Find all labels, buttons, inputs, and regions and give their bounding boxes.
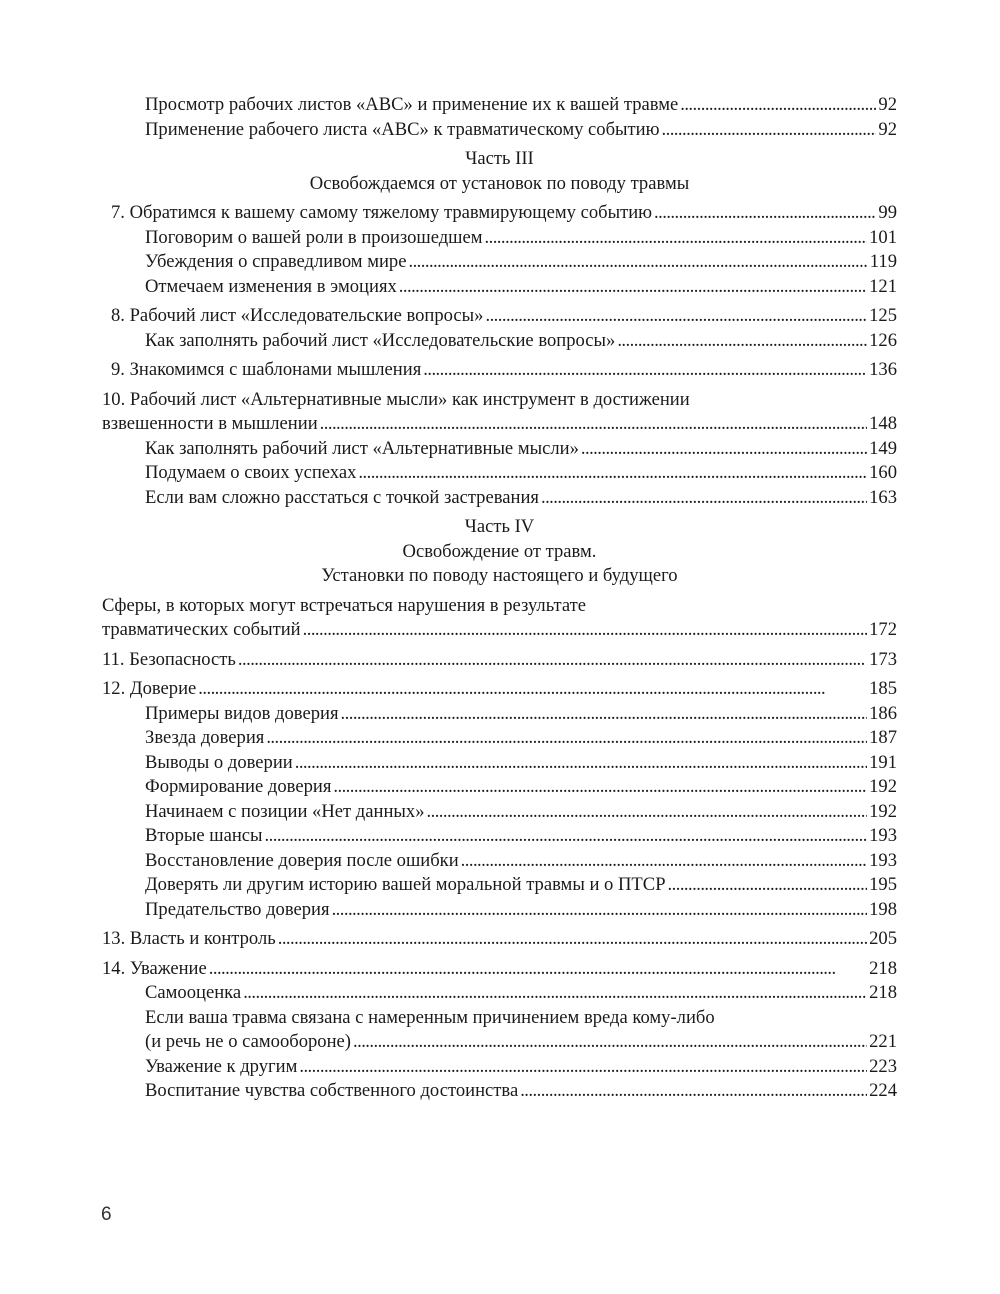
toc-entry-title: взвешенности в мышлении [102, 413, 318, 434]
toc-entry-page: 136 [869, 359, 897, 380]
toc-entry-page: 101 [869, 226, 897, 248]
toc-chapter-entry[interactable] [102, 201, 897, 226]
toc-entry-title: Воспитание чувства собственного достоинства [145, 1080, 519, 1101]
leader-dots [303, 618, 867, 643]
toc-entry-page: 149 [869, 437, 897, 459]
toc-chapter-entry[interactable] [102, 957, 897, 982]
toc-entry-page: 185 [869, 678, 897, 699]
toc-entry[interactable] [102, 981, 897, 1006]
toc-entry[interactable] [102, 898, 897, 923]
toc-entry-title: Применение рабочего листа «ABC» к травматическому событию [145, 118, 660, 140]
leader-dots [278, 927, 867, 952]
part-3-title: Освобождаемся от установок по поводу травмы [309, 172, 690, 194]
leader-dots [408, 250, 867, 275]
leader-dots [353, 1030, 867, 1055]
toc-entry-title: (и речь не о самообороне) [145, 1031, 351, 1052]
toc-entry[interactable] [102, 618, 897, 643]
toc-entry[interactable] [102, 824, 897, 849]
toc-entry-title: 8. Рабочий лист «Исследовательские вопросы» [111, 305, 484, 326]
toc-entry[interactable] [102, 800, 897, 825]
toc-entry-page: 119 [869, 251, 897, 272]
toc-entry-title: 12. Доверие [102, 678, 197, 699]
toc-entry-title: Доверять ли другим историю вашей моральной травмы и о ПТСР [145, 874, 666, 895]
toc-entry[interactable] [102, 775, 897, 800]
toc-entry[interactable] [102, 1030, 897, 1055]
part-4-title-line-2: Установки по поводу настоящего и будущего [321, 565, 678, 586]
toc-entry-page: 192 [869, 776, 897, 797]
toc-entry-page: 205 [869, 928, 897, 949]
leader-dots [461, 849, 867, 874]
toc-entry-title: 14. Уважение [102, 957, 207, 979]
toc-entry-page: 195 [869, 874, 897, 895]
toc-entry[interactable] [102, 93, 897, 118]
toc-entry-title: Звезда доверия [145, 727, 265, 748]
toc-entry-title: 7. Обратимся к вашему самому тяжелому травмирующему событию [111, 202, 653, 223]
leader-dots [485, 226, 868, 251]
leader-dots [332, 898, 868, 923]
toc-entry[interactable] [102, 275, 897, 300]
toc-entry[interactable] [102, 226, 897, 251]
leader-dots [423, 358, 867, 383]
toc-entry[interactable] [102, 118, 897, 143]
toc-entry-page: 198 [869, 898, 897, 920]
leader-dots [299, 1055, 867, 1080]
toc-entry-title: Самооценка [145, 982, 242, 1003]
toc-entry-page: 148 [869, 413, 897, 434]
toc-entry[interactable] [102, 250, 897, 275]
toc-entry-page: 193 [869, 825, 897, 846]
toc-entry-title: Как заполнять рабочий лист «Исследовательские вопросы» [145, 329, 616, 351]
toc-entry-first-line: Сферы, в которых могут встречаться нарушения в результате [102, 594, 586, 616]
toc-entry[interactable] [102, 1055, 897, 1080]
toc-entry-title: Просмотр рабочих листов «ABC» и применение их к вашей травме [145, 94, 679, 115]
toc-entry-page: 160 [869, 462, 897, 483]
toc-chapter-entry[interactable] [102, 927, 897, 952]
toc-entry-title: Восстановление доверия после ошибки [145, 849, 459, 871]
toc-entry-title: Уважение к другим [145, 1055, 298, 1077]
toc-entry-title: Поговорим о вашей роли в произошедшем [145, 226, 483, 248]
toc-entry-page: 186 [869, 702, 897, 724]
toc-entry-title: 11. Безопасность [102, 648, 236, 670]
leader-dots [680, 93, 876, 118]
toc-entry-page: 192 [869, 800, 897, 822]
leader-dots [520, 1079, 867, 1104]
toc-entry-page: 218 [869, 982, 897, 1003]
leader-dots [541, 486, 867, 511]
leader-dots [399, 275, 867, 300]
toc-entry-page: 126 [869, 329, 897, 351]
toc-entry-title: Как заполнять рабочий лист «Альтернативные мысли» [145, 437, 579, 459]
toc-entry[interactable] [102, 329, 897, 354]
table-of-contents [102, 93, 897, 1104]
leader-dots [198, 677, 867, 702]
leader-dots [581, 437, 867, 462]
toc-entry-title: Предательство доверия [145, 898, 330, 920]
toc-entry-title: 13. Власть и контроль [102, 928, 276, 949]
toc-entry-title: Формирование доверия [145, 776, 332, 797]
toc-entry-title: Подумаем о своих успехах [145, 462, 357, 483]
toc-entry-page: 173 [869, 648, 897, 670]
toc-entry-page: 218 [869, 957, 897, 979]
toc-entry-title: Убеждения о справедливом мире [145, 251, 407, 272]
toc-entry[interactable] [102, 486, 897, 511]
toc-entry-page: 92 [878, 118, 897, 140]
leader-dots [265, 824, 868, 849]
toc-entry-page: 224 [869, 1080, 897, 1101]
toc-entry[interactable] [102, 1079, 897, 1104]
toc-chapter-entry[interactable] [102, 648, 897, 673]
part-3-label: Часть III [465, 148, 534, 169]
leader-dots [238, 648, 867, 673]
toc-entry-page: 163 [869, 486, 897, 508]
toc-entry[interactable] [102, 726, 897, 751]
toc-entry-page: 221 [869, 1031, 897, 1052]
toc-entry-title: Если вам сложно расстаться с точкой застревания [145, 486, 539, 508]
toc-entry-page: 125 [869, 305, 897, 326]
leader-dots [266, 726, 867, 751]
page-number: 6 [101, 1204, 112, 1225]
toc-entry-title: травматических событий [102, 619, 301, 640]
toc-entry-title: Отмечаем изменения в эмоциях [145, 275, 397, 297]
leader-dots [668, 873, 868, 898]
toc-entry-page: 223 [869, 1055, 897, 1077]
toc-chapter-entry[interactable] [102, 677, 897, 702]
toc-entry-page: 193 [869, 849, 897, 871]
leader-dots [427, 800, 868, 825]
leader-dots [654, 201, 876, 226]
toc-entry-title: Начинаем с позиции «Нет данных» [145, 800, 425, 822]
toc-entry-title: Выводы о доверии [145, 751, 293, 773]
toc-entry[interactable] [102, 702, 897, 727]
leader-dots [333, 775, 867, 800]
toc-entry-page: 187 [869, 727, 897, 748]
leader-dots [662, 118, 877, 143]
toc-entry[interactable] [102, 437, 897, 462]
toc-entry[interactable] [102, 461, 897, 486]
toc-entry-title: Примеры видов доверия [145, 702, 339, 724]
toc-chapter-entry[interactable] [102, 358, 897, 383]
toc-chapter-entry-first-line: 10. Рабочий лист «Альтернативные мысли» как инструмент в достижении [102, 388, 690, 410]
toc-entry-page: 191 [869, 751, 897, 773]
toc-entry[interactable] [102, 751, 897, 776]
leader-dots [341, 702, 868, 727]
leader-dots [617, 329, 867, 354]
leader-dots [243, 981, 867, 1006]
part-4-title-line-1: Освобождение от травм. [402, 540, 597, 562]
toc-chapter-entry[interactable] [102, 412, 897, 437]
leader-dots [295, 751, 867, 776]
toc-entry-first-line: Если ваша травма связана с намеренным причинением вреда кому-либо [145, 1006, 715, 1028]
toc-chapter-entry[interactable] [102, 304, 897, 329]
toc-entry[interactable] [102, 849, 897, 874]
toc-entry-page: 99 [878, 202, 897, 223]
leader-dots [320, 412, 867, 437]
toc-entry-page: 172 [869, 619, 897, 640]
leader-dots [485, 304, 867, 329]
toc-entry-title: 9. Знакомимся с шаблонами мышления [111, 359, 422, 380]
toc-entry[interactable] [102, 873, 897, 898]
toc-entry-title: Вторые шансы [145, 825, 263, 846]
toc-entry-page: 92 [878, 94, 897, 115]
leader-dots [358, 461, 867, 486]
leader-dots [209, 957, 867, 982]
toc-entry-page: 121 [869, 275, 897, 297]
part-4-label: Часть IV [464, 516, 535, 537]
